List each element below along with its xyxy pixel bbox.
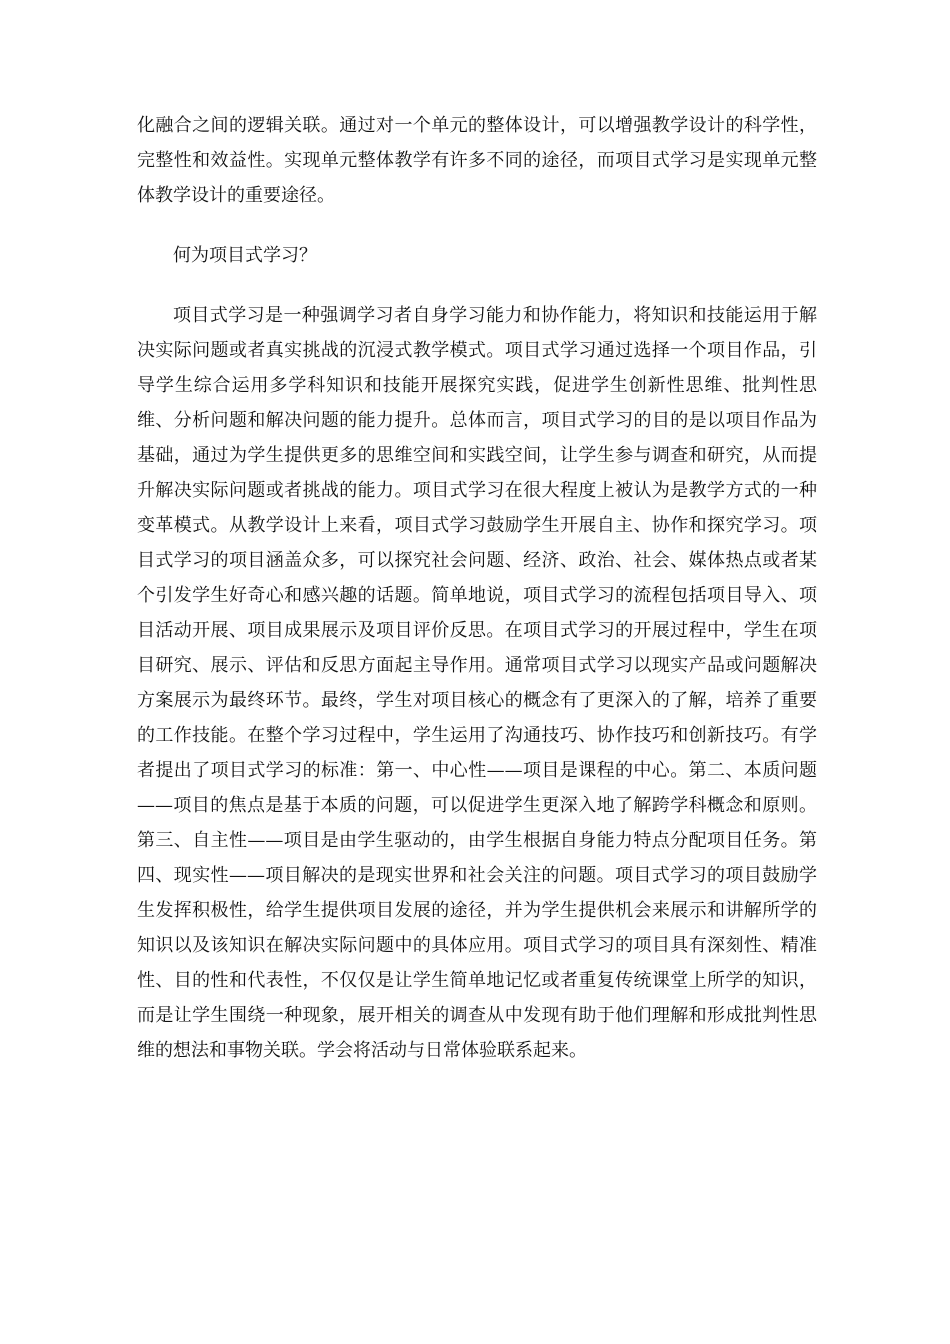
section-question: 何为项目式学习？ <box>173 245 317 266</box>
paragraph-body: 项目式学习是一种强调学习者自身学习能力和协作能力，将知识和技能运用于解决实际问题或者真实挑战的沉浸式教学模式。项目式学习通过选择一个项目作品，引导学生综合运用多学科知识和技能开展探究实践，促进学生创新性思维、批判性思维、分析问题和解决问题的能力提升。总体而言，项目式学习的目的是以项目作品为基础，通过为学生提供更多的思维空间和实践空间，让学生参与调查和研究，从而提升解决实际问题或者挑战的能力。项目式学习在很大程度上被认为是教学方式的一种变革模式。从教学设计上来看，项目式学习鼓励学生开展自主、协作和探究学习。项目式学习的项目涵盖众多，可以探究社会问题、经济、政治、社会、媒体热点或者某个引发学生好奇心和感兴趣的话题。简单地说，项目式学习的流程包括项目导入、项目活动开展、项目成果展示及项目评价反思。在项目式学习的开展过程中，学生在项目研究、展示、评估和反思方面起主导作用。通常项目式学习以现实产品或问题解决方案展示为最终环节。最终，学生对项目核心的概念有了更深入的了解，培养了重要的工作技能。在整个学习过程中，学生运用了沟通技巧、协作技巧和创新技巧。有学者提出了项目式学习的标准：第一、中心性——项目是课程的中心。第二、本质问题——项目的焦点是基于本质的问题，可以促进学生更深入地了解跨学科概念和原则。第三、自主性——项目是由学生驱动的，由学生根据自身能力特点分配项目任务。第四、现实性——项目解决的是现实世界和社会关注的问题。项目式学习的项目鼓励学生发挥积极性，给学生提供项目发展的途径，并为学生提供机会来展示和讲解所学的知识以及该知识在解决实际问题中的具体应用。项目式学习的项目具有深刻性、精准性、目的性和代表性，不仅仅是让学生简单地记忆或者重复传统课堂上所学的知识，而是让学生围绕一种现象，展开相关的调查从中发现有助于他们理解和形成批判性思维的想法和事物关联。学会将活动与日常体验联系起来。 <box>137 305 817 1061</box>
paragraph-intro: 化融合之间的逻辑关联。通过对一个单元的整体设计，可以增强教学设计的科学性，完整性和效益性。实现单元整体教学有许多不同的途径，而项目式学习是实现单元整体教学设计的重要途径。 <box>137 115 817 206</box>
